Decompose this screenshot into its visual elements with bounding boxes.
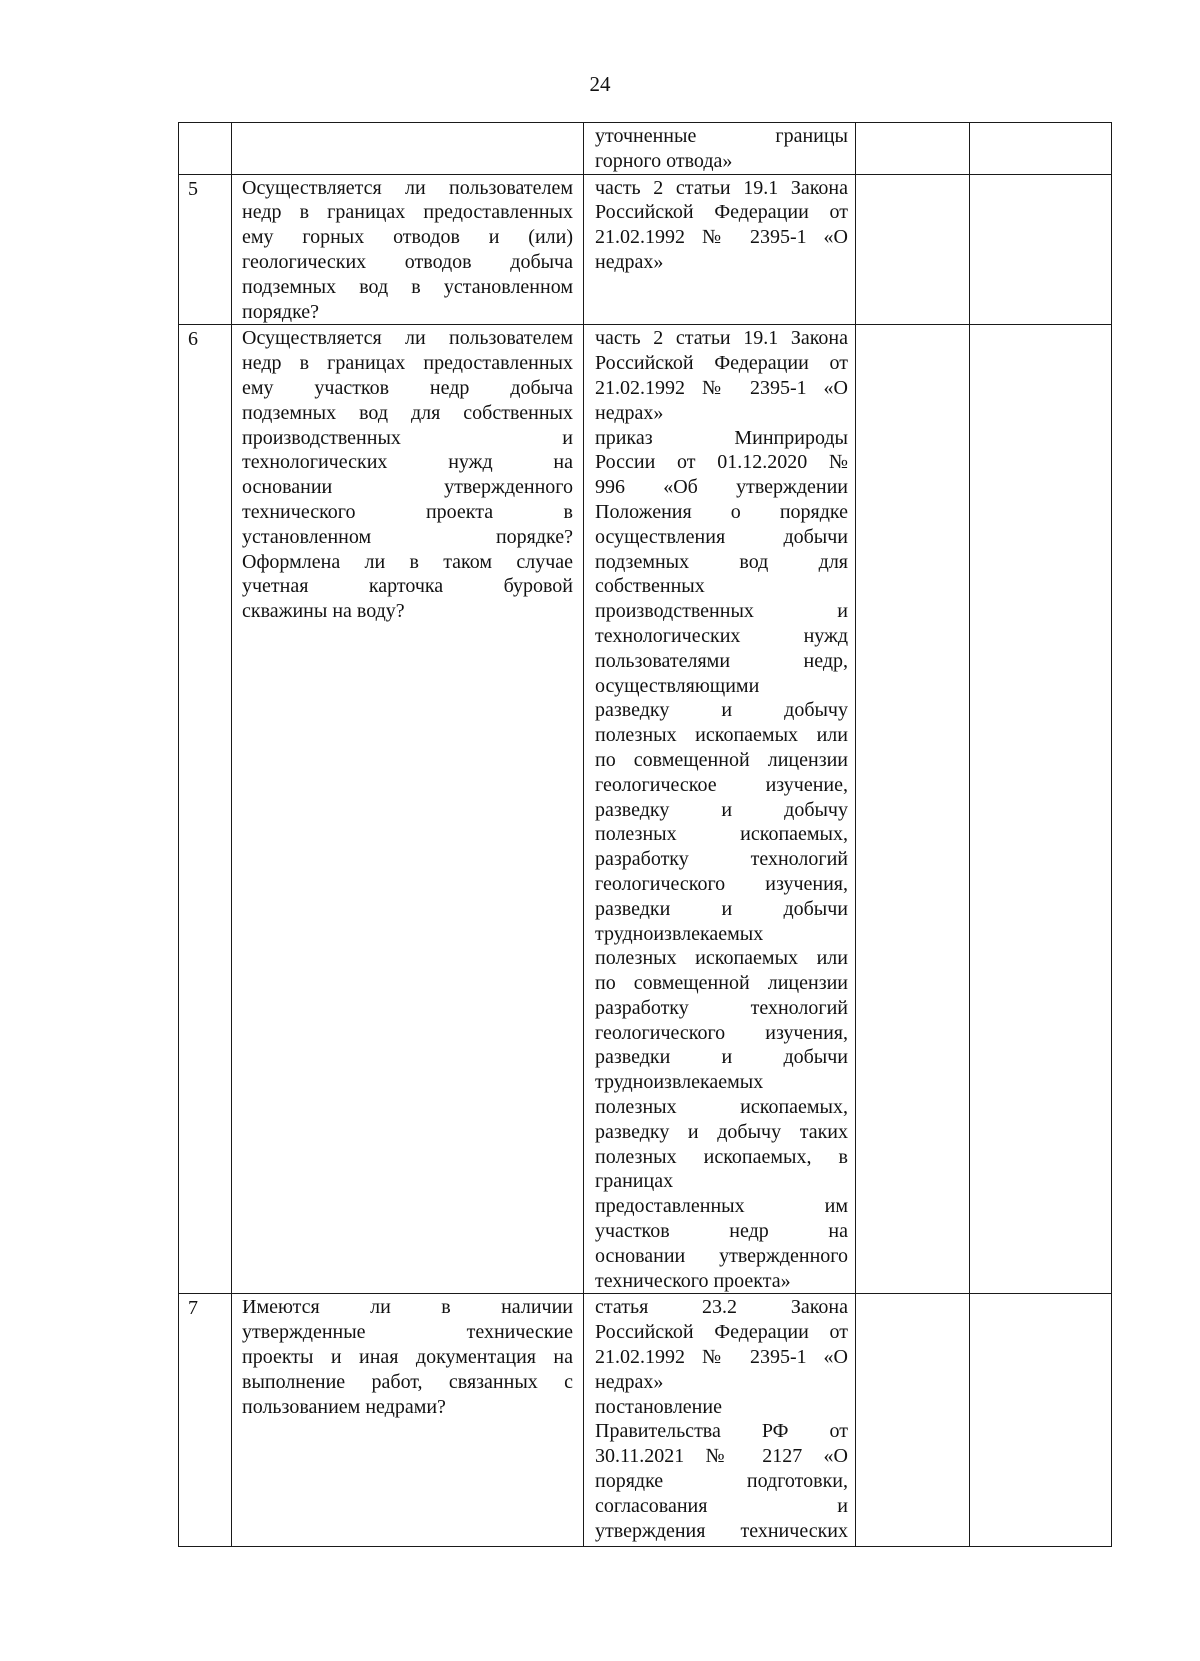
answer-cell [856,325,970,1294]
reference-line: производственных и [595,600,848,623]
legal-reference-text [584,175,855,275]
reference-line: полезных ископаемых, [595,1096,848,1119]
reference-line: 21.02.1992 № 2395-1 «О [595,1346,848,1369]
page-number: 24 [589,72,611,96]
row-number-cell [179,123,232,175]
reference-line: уточненные границы [595,125,848,147]
reference-line: трудноизвлекаемых [595,1071,764,1094]
reference-line: геологическое изучение, [595,773,848,796]
reference-line: 21.02.1992 № 2395-1 «О [595,376,848,399]
question-line: Имеются ли в наличии [242,1296,573,1319]
answer-cell [856,123,970,175]
question-line: геологических отводов добыча [242,250,573,273]
reference-line: полезных ископаемых, [595,823,848,846]
reference-line: статья 23.2 Закона [595,1296,848,1319]
reference-line: разведки и добычи [595,897,848,920]
reference-line: трудноизвлекаемых [595,922,764,945]
reference-line: часть 2 статьи 19.1 Закона [595,176,848,199]
reference-line: пользователями недр, [595,649,848,672]
checklist-table-body [179,123,1112,1547]
reference-line: недрах» [595,1370,664,1393]
reference-line: полезных ископаемых, в [595,1145,848,1168]
reference-line: разработку технологий [595,996,848,1019]
question-line: основании утвержденного [242,476,573,499]
reference-line: 21.02.1992 № 2395-1 «О [595,226,848,249]
question-line: пользованием недрами? [242,1395,446,1418]
reference-cell [584,174,856,325]
table-row [179,325,1112,1294]
reference-line: разведку и добычу [595,798,848,821]
question-line: выполнение работ, связанных с [242,1370,573,1393]
checklist-table [178,122,1112,1547]
reference-line: по совмещенной лицензии [595,748,848,771]
row-number [179,123,231,125]
reference-line: Российской Федерации от [595,1321,848,1344]
row-number: 5 [188,177,198,200]
reference-cell [584,123,856,175]
reference-line: подземных вод для [595,550,848,573]
question-line: Осуществляется ли пользователем [242,176,573,199]
reference-line: разведку и добычу [595,699,848,722]
question-line: учетная карточка буровой [242,575,573,598]
reference-cell [584,1294,856,1547]
question-line: Оформлена ли в таком случае [242,550,573,573]
answer-cell [856,1294,970,1547]
reference-line: недрах» [595,401,664,424]
question-cell [232,1294,584,1547]
question-line: ему участков недр добыча [242,376,573,399]
legal-reference-text [584,1294,855,1543]
question-line: установленном порядке? [242,525,573,548]
row-number-cell [179,1294,232,1547]
row-number-cell [179,325,232,1294]
table-row [179,174,1112,325]
question-line: ему горных отводов и (или) [242,226,573,249]
question-cell [232,123,584,175]
reference-cell [584,325,856,1294]
reference-line: осуществления добычи [595,525,848,548]
question-line: скважины на воду? [242,600,405,623]
reference-line: технологических нужд [595,624,848,647]
reference-line: 30.11.2021 № 2127 «О [595,1445,848,1468]
reference-line: приказ Минприроды [595,426,848,449]
answer-cell [856,174,970,325]
question-line: порядке? [242,300,320,323]
question-line: технического проекта в [242,500,573,523]
reference-line: разведки и добычи [595,1046,848,1069]
reference-line: России от 01.12.2020 № [595,451,848,474]
reference-line: полезных ископаемых или [595,724,848,747]
question-line: Осуществляется ли пользователем [242,327,573,350]
reference-line: основании утвержденного [595,1244,848,1267]
reference-line: собственных [595,575,705,598]
reference-line: часть 2 статьи 19.1 Закона [595,327,848,350]
question-line: технологических нужд на [242,451,573,474]
question-text [232,1294,583,1419]
legal-reference-text [584,123,855,174]
reference-line: технического проекта» [595,1269,791,1292]
reference-line: горного отвода» [595,149,733,172]
reference-line: согласования и [595,1494,848,1517]
table-row [179,123,1112,175]
reference-line: полезных ископаемых или [595,947,848,970]
question-line: утвержденные технические [242,1321,573,1344]
reference-line: порядке подготовки, [595,1470,848,1493]
question-line: подземных вод в установленном [242,275,573,298]
reference-line: осуществляющими [595,674,760,697]
question-text [232,175,583,325]
reference-line: Российской Федерации от [595,201,848,224]
reference-line: Правительства РФ от [595,1420,848,1443]
note-cell [970,325,1112,1294]
reference-line: предоставленных им [595,1195,848,1218]
reference-line: по совмещенной лицензии [595,972,848,995]
question-text [232,325,583,624]
reference-line: утверждения технических [595,1519,848,1542]
question-line: производственных и [242,426,573,449]
question-line: недр в границах предоставленных [242,201,573,224]
question-text [232,123,583,124]
legal-reference-text [584,325,855,1293]
row-number-cell [179,174,232,325]
question-cell [232,174,584,325]
row-number: 6 [188,328,198,351]
reference-line: 996 «Об утверждении [595,476,848,499]
question-line: подземных вод для собственных [242,401,573,424]
reference-line: геологического изучения, [595,1021,848,1044]
reference-line: разработку технологий [595,848,848,871]
reference-line: Положения о порядке [595,500,848,523]
note-cell [970,1294,1112,1547]
reference-line: границах [595,1170,674,1193]
row-number: 7 [188,1297,198,1320]
reference-line: участков недр на [595,1220,848,1243]
note-cell [970,174,1112,325]
reference-line: постановление [595,1395,722,1418]
note-cell [970,123,1112,175]
table-row [179,1294,1112,1547]
reference-line: недрах» [595,250,664,273]
reference-line: геологического изучения, [595,872,848,895]
reference-line: разведку и добычу таких [595,1120,848,1143]
question-line: недр в границах предоставленных [242,352,573,375]
question-cell [232,325,584,1294]
reference-line: Российской Федерации от [595,352,848,375]
question-line: проекты и иная документация на [242,1346,573,1369]
